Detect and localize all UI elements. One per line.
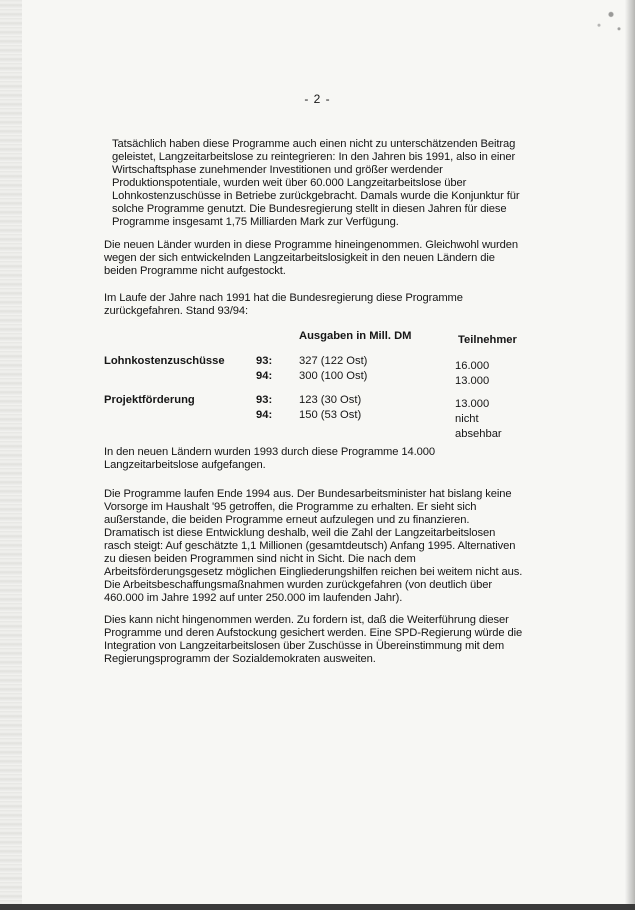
text-line: wegen der sich entwickelnden Langzeitarbeitslosigkeit in den neuen Ländern die [104,252,495,264]
year-label: 94: [256,370,273,382]
row-label-projektfoerderung: Projektförderung [104,394,195,406]
text-line: solche Programme genutzt. Die Bundesregierung stellt in diesen Jahren für diese [112,203,507,215]
row-years [256,354,272,384]
table-header-amount: Ausgaben in Mill. DM [299,330,412,342]
year-label: 94: [256,409,273,421]
text-line: Wirtschaftsphase zunehmender Investitionen und größer werdender [112,164,443,176]
text-line: Arbeitsförderungsgesetz möglichen Eingliederungshilfen reichen bei weitem nicht aus. [104,566,523,578]
paragraph-1 [112,138,542,229]
amount-value: 300 (100 Ost) [299,370,368,382]
row-label-lohnkosten: Lohnkostenzuschüsse [104,355,225,367]
text-line: In den neuen Ländern wurden 1993 durch diese Programme 14.000 [104,446,436,458]
text-line: Die neuen Länder wurden in diese Programme hineingenommen. Gleichwohl wurden [104,239,519,251]
text-line: Regierungsprogramm der Sozialdemokraten ausweiten. [104,653,376,665]
text-line: Dies kann nicht hingenommen werden. Zu fordern ist, daß die Weiterführung dieser [104,614,509,626]
text-line: Vorsorge im Haushalt '95 getroffen, die Programme zu erhalten. Er sieht sich [104,501,477,513]
text-line: beiden Programme nicht aufgestockt. [104,265,286,277]
table-header-participants: Teilnehmer [458,334,517,346]
participant-value: absehbar [455,428,502,440]
text-line: Produktionspotentiale, wurden weit über 60.000 Langzeitarbeitslose über [112,177,467,189]
text-line: Integration von Langzeitarbeitslosen über Zuschüsse in Übereinstimmung mit dem [104,640,505,652]
participant-value: 13.000 [455,375,490,387]
paragraph-2 [104,239,534,278]
text-line: geleistet, Langzeitarbeitslose zu reintegrieren: In den Jahren bis 1991, also in einer [112,151,516,163]
text-line: Langzeitarbeitslose aufgefangen. [104,459,266,471]
text-line: Programme und deren Aufstockung gesichert werden. Eine SPD-Regierung würde die [104,627,523,639]
paragraph-3 [104,292,534,318]
text-line: außerstande, die beiden Programme erneut aufzulegen und zu finanzieren. [104,514,470,526]
text-line: 460.000 im Jahre 1992 auf unter 250.000 im laufenden Jahr). [104,592,403,604]
text-line: zurückgefahren. Stand 93/94: [104,305,248,317]
text-line: Die Programme laufen Ende 1994 aus. Der Bundesarbeitsminister hat bislang keine [104,488,512,500]
scan-edge-bottom [0,904,635,910]
year-label: 93: [256,355,273,367]
participant-value: 16.000 [455,360,490,372]
paragraph-6 [104,614,534,666]
scan-edge-left [0,0,22,910]
text-line: zu diesen beiden Programmen sind nicht in Sicht. Die nach dem [104,553,416,565]
scan-edge-right [625,0,635,910]
row-amounts [299,354,367,384]
text-line: Lohnkostenzuschüsse in Betriebe zurückgebracht. Damals wurde die Konjunktur für [112,190,520,202]
row-amounts [299,393,361,423]
row-years [256,393,272,423]
text-line: Tatsächlich haben diese Programme auch einen nicht zu unterschätzenden Beitrag [112,138,516,150]
paragraph-4 [104,446,534,472]
scan-noise [587,0,627,36]
year-label: 93: [256,394,273,406]
participant-value: nicht [455,413,479,425]
text-line: Die Arbeitsbeschaffungsmaßnahmen wurden zurückgefahren (von deutlich über [104,579,493,591]
participant-value: 13.000 [455,398,490,410]
row-participants [455,359,489,389]
text-line: rasch steigt: Auf geschätzte 1,1 Millionen (gesamtdeutsch) Anfang 1995. Alternativen [104,540,516,552]
text-line: Programme insgesamt 1,75 Milliarden Mark zur Verfügung. [112,216,399,228]
paragraph-5 [104,488,534,605]
row-participants [455,397,502,442]
page-number: - 2 - [304,92,331,106]
text-line: Im Laufe der Jahre nach 1991 hat die Bundesregierung diese Programme [104,292,463,304]
amount-value: 150 (53 Ost) [299,409,362,421]
amount-value: 327 (122 Ost) [299,355,368,367]
amount-value: 123 (30 Ost) [299,394,362,406]
text-line: Dramatisch ist diese Entwicklung deshalb, weil die Zahl der Langzeitarbeitslosen [104,527,496,539]
